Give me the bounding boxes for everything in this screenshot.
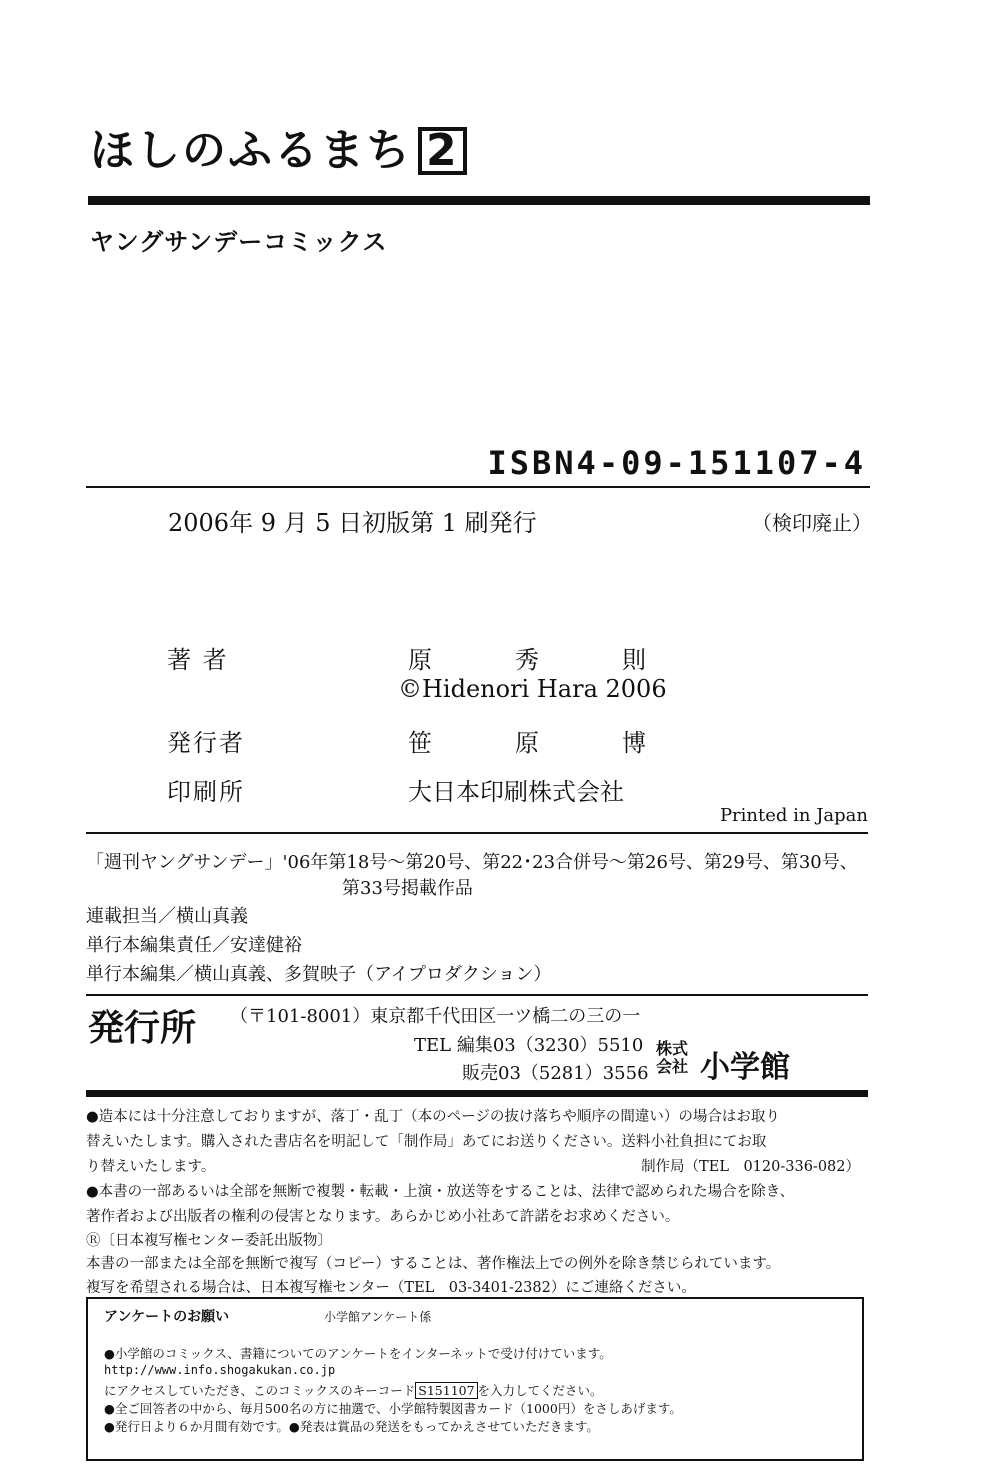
printed-in-japan: Printed in Japan — [719, 805, 868, 826]
isbn: ISBN4-09-151107-4 — [487, 444, 866, 482]
survey-line-4: ●全ご回答者の中から、毎月500名の方に抽選で、小学館特製図書カード（1000円）をさしあげます。 — [104, 1401, 682, 1416]
publisher-office-label: 発行所 — [88, 1007, 197, 1049]
notice-line-8: 複写を希望される場合は、日本複写権センター（TEL 03-3401-2382）にご連絡ください。 — [86, 1280, 696, 1296]
production-dept-tel: 制作局（TEL 0120-336-082） — [641, 1159, 860, 1175]
serial-rule — [86, 994, 868, 996]
survey-line-3 — [104, 1381, 603, 1399]
notice-line-2: 替えいたします。購入された書店名を明記して「制作局」あてにお送りください。送料小社負担にてお取 — [86, 1134, 767, 1150]
author-name — [408, 640, 646, 675]
book-title — [90, 114, 467, 178]
author-label: 著 者 — [167, 646, 229, 674]
survey-dept: 小学館アンケート係 — [324, 1310, 432, 1324]
publisher-rule — [86, 1090, 868, 1097]
publisher-char-1: 笹 — [408, 729, 432, 757]
book-title-text: ほしのふるまち — [90, 125, 412, 176]
notice-line-6: Ⓡ〔日本複写権センター委託出版物〕 — [86, 1233, 332, 1249]
publisher-char-2: 原 — [515, 729, 539, 757]
publisher-tel-sales: 販売03（5281）3556 — [462, 1063, 649, 1084]
kabushiki-gaisha: 株式会社 — [656, 1039, 689, 1076]
publisher-char-3: 博 — [622, 729, 646, 757]
credits-rule — [86, 832, 868, 834]
notice-line-5: 著作者および出版者の権利の侵害となります。あらかじめ小社あて許諾をお求めください。 — [86, 1209, 680, 1225]
volume-editors: 単行本編集／横山真義、多賀映子（アイプロダクション） — [86, 964, 552, 985]
notice-line-1: ●造本には十分注意しておりますが、落丁・乱丁（本のページの抜け落ちや順序の間違い）の場合はお取り — [86, 1109, 780, 1125]
volume-chief-editor: 単行本編集責任／安達健裕 — [86, 935, 302, 956]
isbn-rule — [86, 486, 870, 488]
survey-line-3-post: を入力してください。 — [477, 1383, 603, 1398]
serial-info-line-1: 「週刊ヤングサンデー」'06年第18号～第20号、第22･23合併号～第26号、第29号、第30号、 — [86, 852, 858, 873]
series-name: ヤングサンデーコミックス — [90, 228, 388, 256]
notice-line-4: ●本書の一部あるいは全部を無断で複製・転載・上演・放送等をすることは、法律で認められた場合を除き、 — [86, 1184, 795, 1200]
first-edition-date: 2006年 9 月 5 日初版第 1 刷発行 — [168, 509, 537, 537]
seal-abolished: （検印廃止） — [752, 511, 872, 535]
notice-line-7: 本書の一部または全部を無断で複写（コピー）することは、著作権法上での例外を除き禁じられています。 — [86, 1256, 781, 1272]
survey-keycode: S151107 — [415, 1382, 477, 1399]
survey-title: アンケートのお願い — [104, 1309, 230, 1325]
volume-number: 2 — [418, 127, 467, 175]
publisher-address: （〒101-8001）東京都千代田区一ツ橋二の三の一 — [230, 1006, 641, 1027]
publisher-tel-edit: TEL 編集03（3230）5510 — [414, 1035, 644, 1056]
survey-line-1: ●小学館のコミックス、書籍についてのアンケートをインターネットで受け付けています。 — [104, 1346, 612, 1361]
copyright: ©Hidenori Hara 2006 — [398, 675, 667, 703]
survey-line-3-pre: にアクセスしていただき、このコミックスのキーコード — [104, 1383, 416, 1398]
title-rule — [88, 196, 870, 205]
publisher-person-name — [408, 723, 646, 758]
survey-url[interactable]: http://www.info.shogakukan.co.jp — [104, 1363, 336, 1377]
author-char-3: 則 — [622, 646, 646, 674]
serial-editor: 連載担当／横山真義 — [86, 906, 248, 927]
author-char-1: 原 — [408, 646, 432, 674]
author-char-2: 秀 — [515, 646, 539, 674]
survey-line-5: ●発行日より６か月間有効です。●発表は賞品の発送をもってかえさせていただきます。 — [104, 1419, 599, 1434]
serial-info-line-2: 第33号掲載作品 — [342, 878, 473, 899]
notice-line-3: り替えいたします。 — [86, 1159, 216, 1175]
publisher-name: 小学館 — [700, 1050, 790, 1085]
publisher-person-label: 発行者 — [167, 729, 245, 757]
printer-label: 印刷所 — [167, 778, 245, 806]
printer-name: 大日本印刷株式会社 — [408, 778, 624, 806]
